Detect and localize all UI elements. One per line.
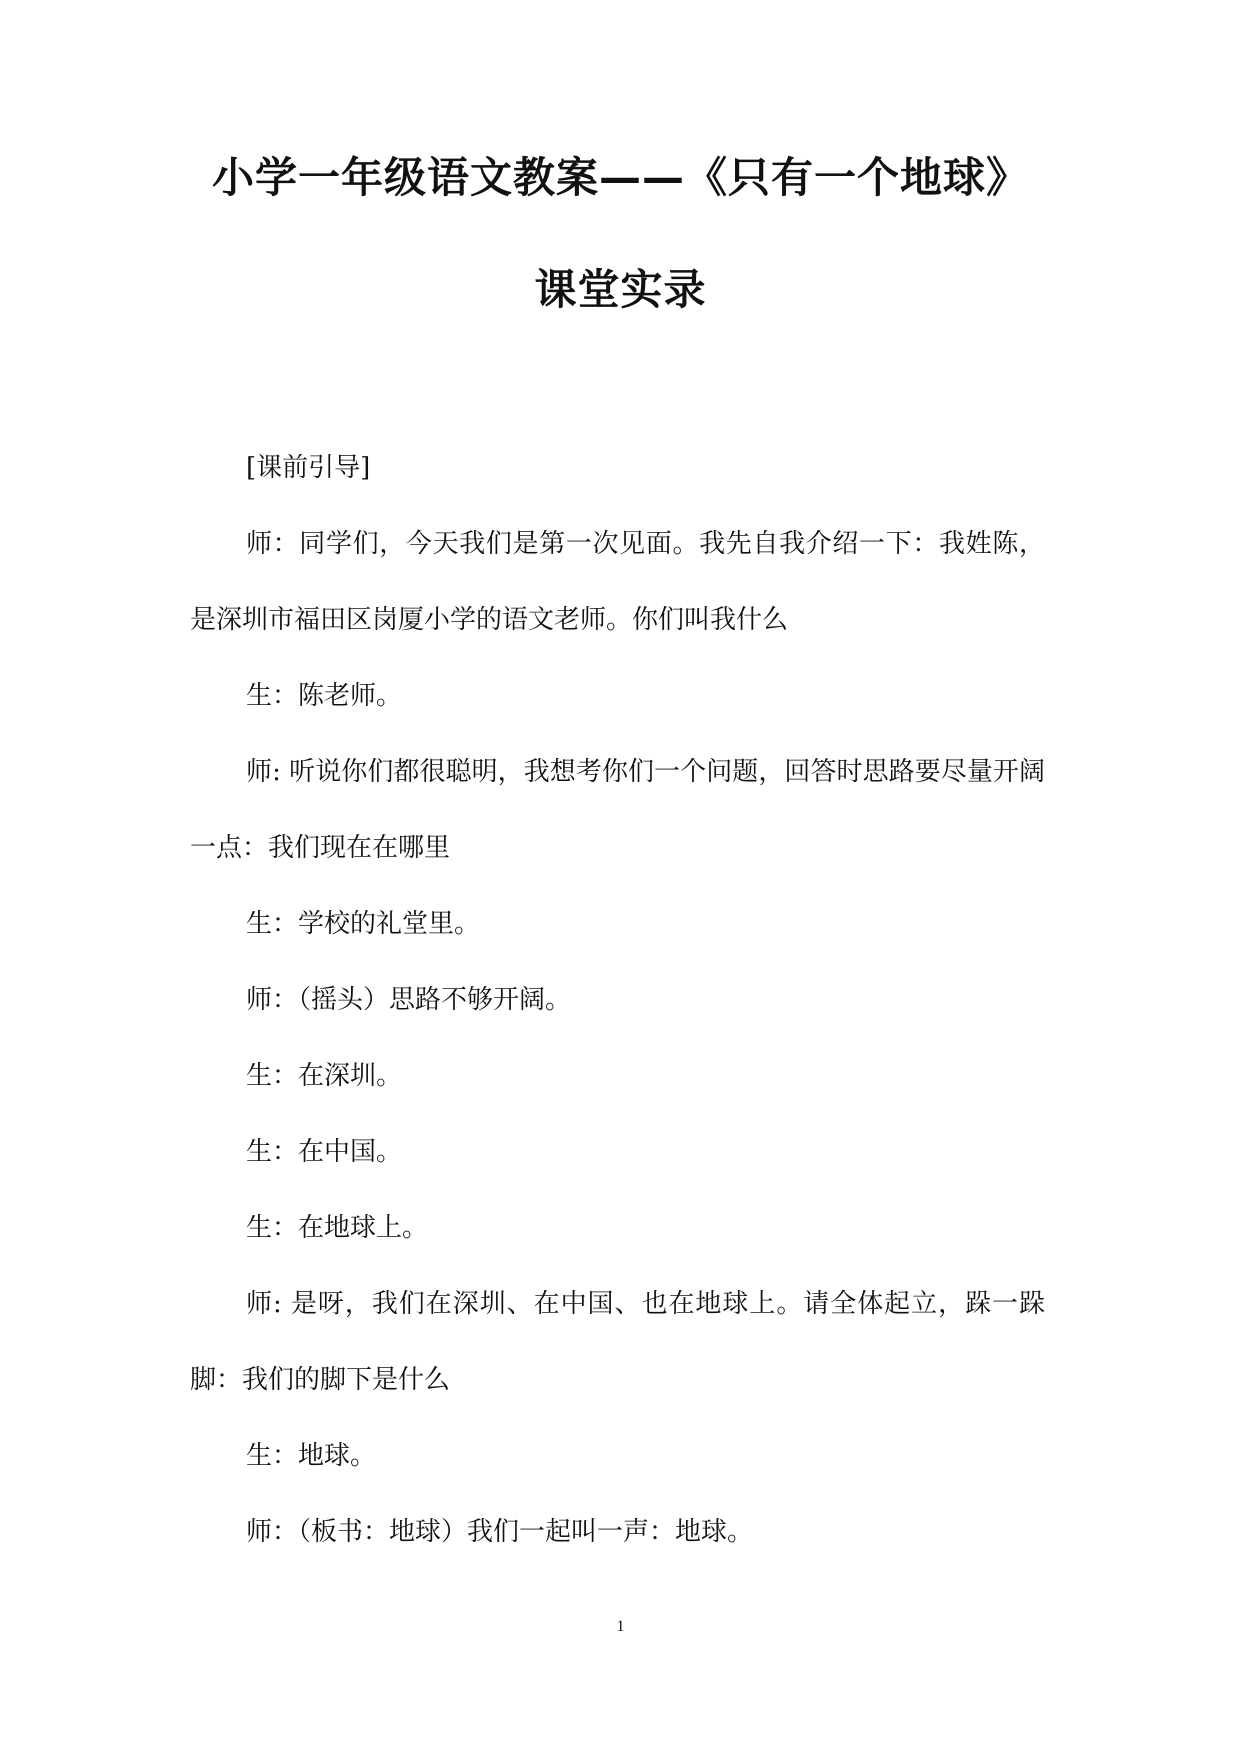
paragraph: 生：在深圳。: [246, 1061, 403, 1091]
paragraph: 生：陈老师。: [246, 681, 403, 711]
paragraph: 生：在中国。: [246, 1137, 403, 1167]
paragraph: 生：学校的礼堂里。: [246, 909, 481, 939]
document-title-line-2: 课堂实录: [534, 265, 707, 314]
document-body: [190, 430, 1045, 1570]
document-title-line-1: 小学一年级语文教案——《只有一个地球》: [211, 153, 1029, 202]
paragraph: [课前引导]: [246, 453, 371, 483]
paragraph: 生：地球。: [246, 1441, 377, 1471]
paragraph: 生：在地球上。: [246, 1213, 429, 1243]
paragraph: 师：同学们，今天我们是第一次见面。我先自我介绍一下：我姓陈，是深圳市福田区岗厦小学的语文老师。你们叫我什么: [190, 529, 1045, 635]
paragraph: 师：（板书：地球）我们一起叫一声：地球。: [246, 1517, 754, 1547]
page-number: 1: [616, 1618, 625, 1635]
paragraph: 师: 听说你们都很聪明，我想考你们一个问题，回答时思路要尽量开阔一点：我们现在在哪里: [190, 757, 1045, 863]
paragraph: 师：（摇头）思路不够开阔。: [246, 985, 572, 1015]
paragraph: 师: 是呀，我们在深圳、在中国、也在地球上。请全体起立，跺一跺脚：我们的脚下是什么: [190, 1289, 1045, 1395]
